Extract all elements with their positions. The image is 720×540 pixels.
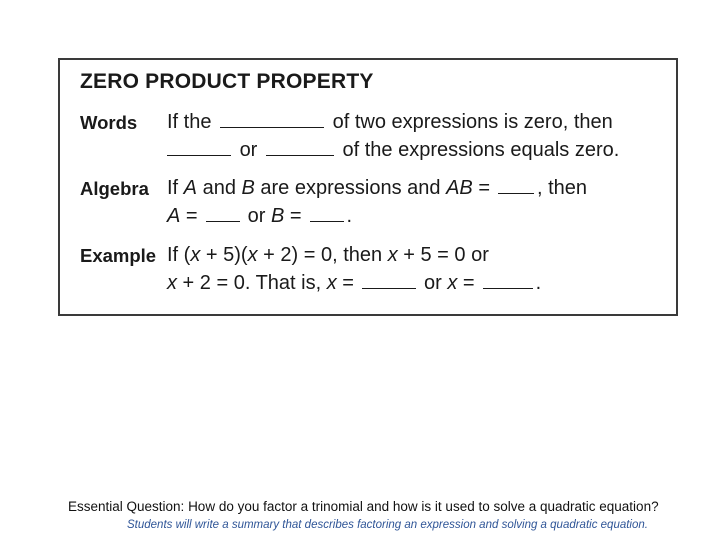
algebra-label: Algebra xyxy=(80,178,149,199)
example-line-2: x + 2 = 0. That is, x = or x = . xyxy=(167,272,542,294)
box-title: ZERO PRODUCT PROPERTY xyxy=(80,70,374,93)
zero-product-property-box xyxy=(58,58,678,316)
algebra-line-2: A = or B = . xyxy=(167,205,353,227)
blank xyxy=(310,207,344,222)
blank xyxy=(206,207,240,222)
blank xyxy=(266,141,334,156)
blank xyxy=(167,141,231,156)
blank xyxy=(220,113,324,128)
blank xyxy=(362,274,416,289)
words-line-2: or of the expressions equals zero. xyxy=(167,139,619,162)
example-line-1: If (x + 5)(x + 2) = 0, then x + 5 = 0 or xyxy=(167,244,489,266)
blank xyxy=(498,179,534,194)
words-line-1: If the of two expressions is zero, then xyxy=(167,111,613,133)
summary-instruction: Students will write a summary that describes factoring an expression and solving a quadratic equation. xyxy=(127,519,648,531)
algebra-line-1: If A and B are expressions and AB = , then xyxy=(167,177,588,199)
words-label: Words xyxy=(80,112,138,133)
example-label: Example xyxy=(80,245,157,266)
essential-question: Essential Question: How do you factor a trinomial and how is it used to solve a quadratic equation? xyxy=(68,499,659,514)
blank xyxy=(483,274,533,289)
